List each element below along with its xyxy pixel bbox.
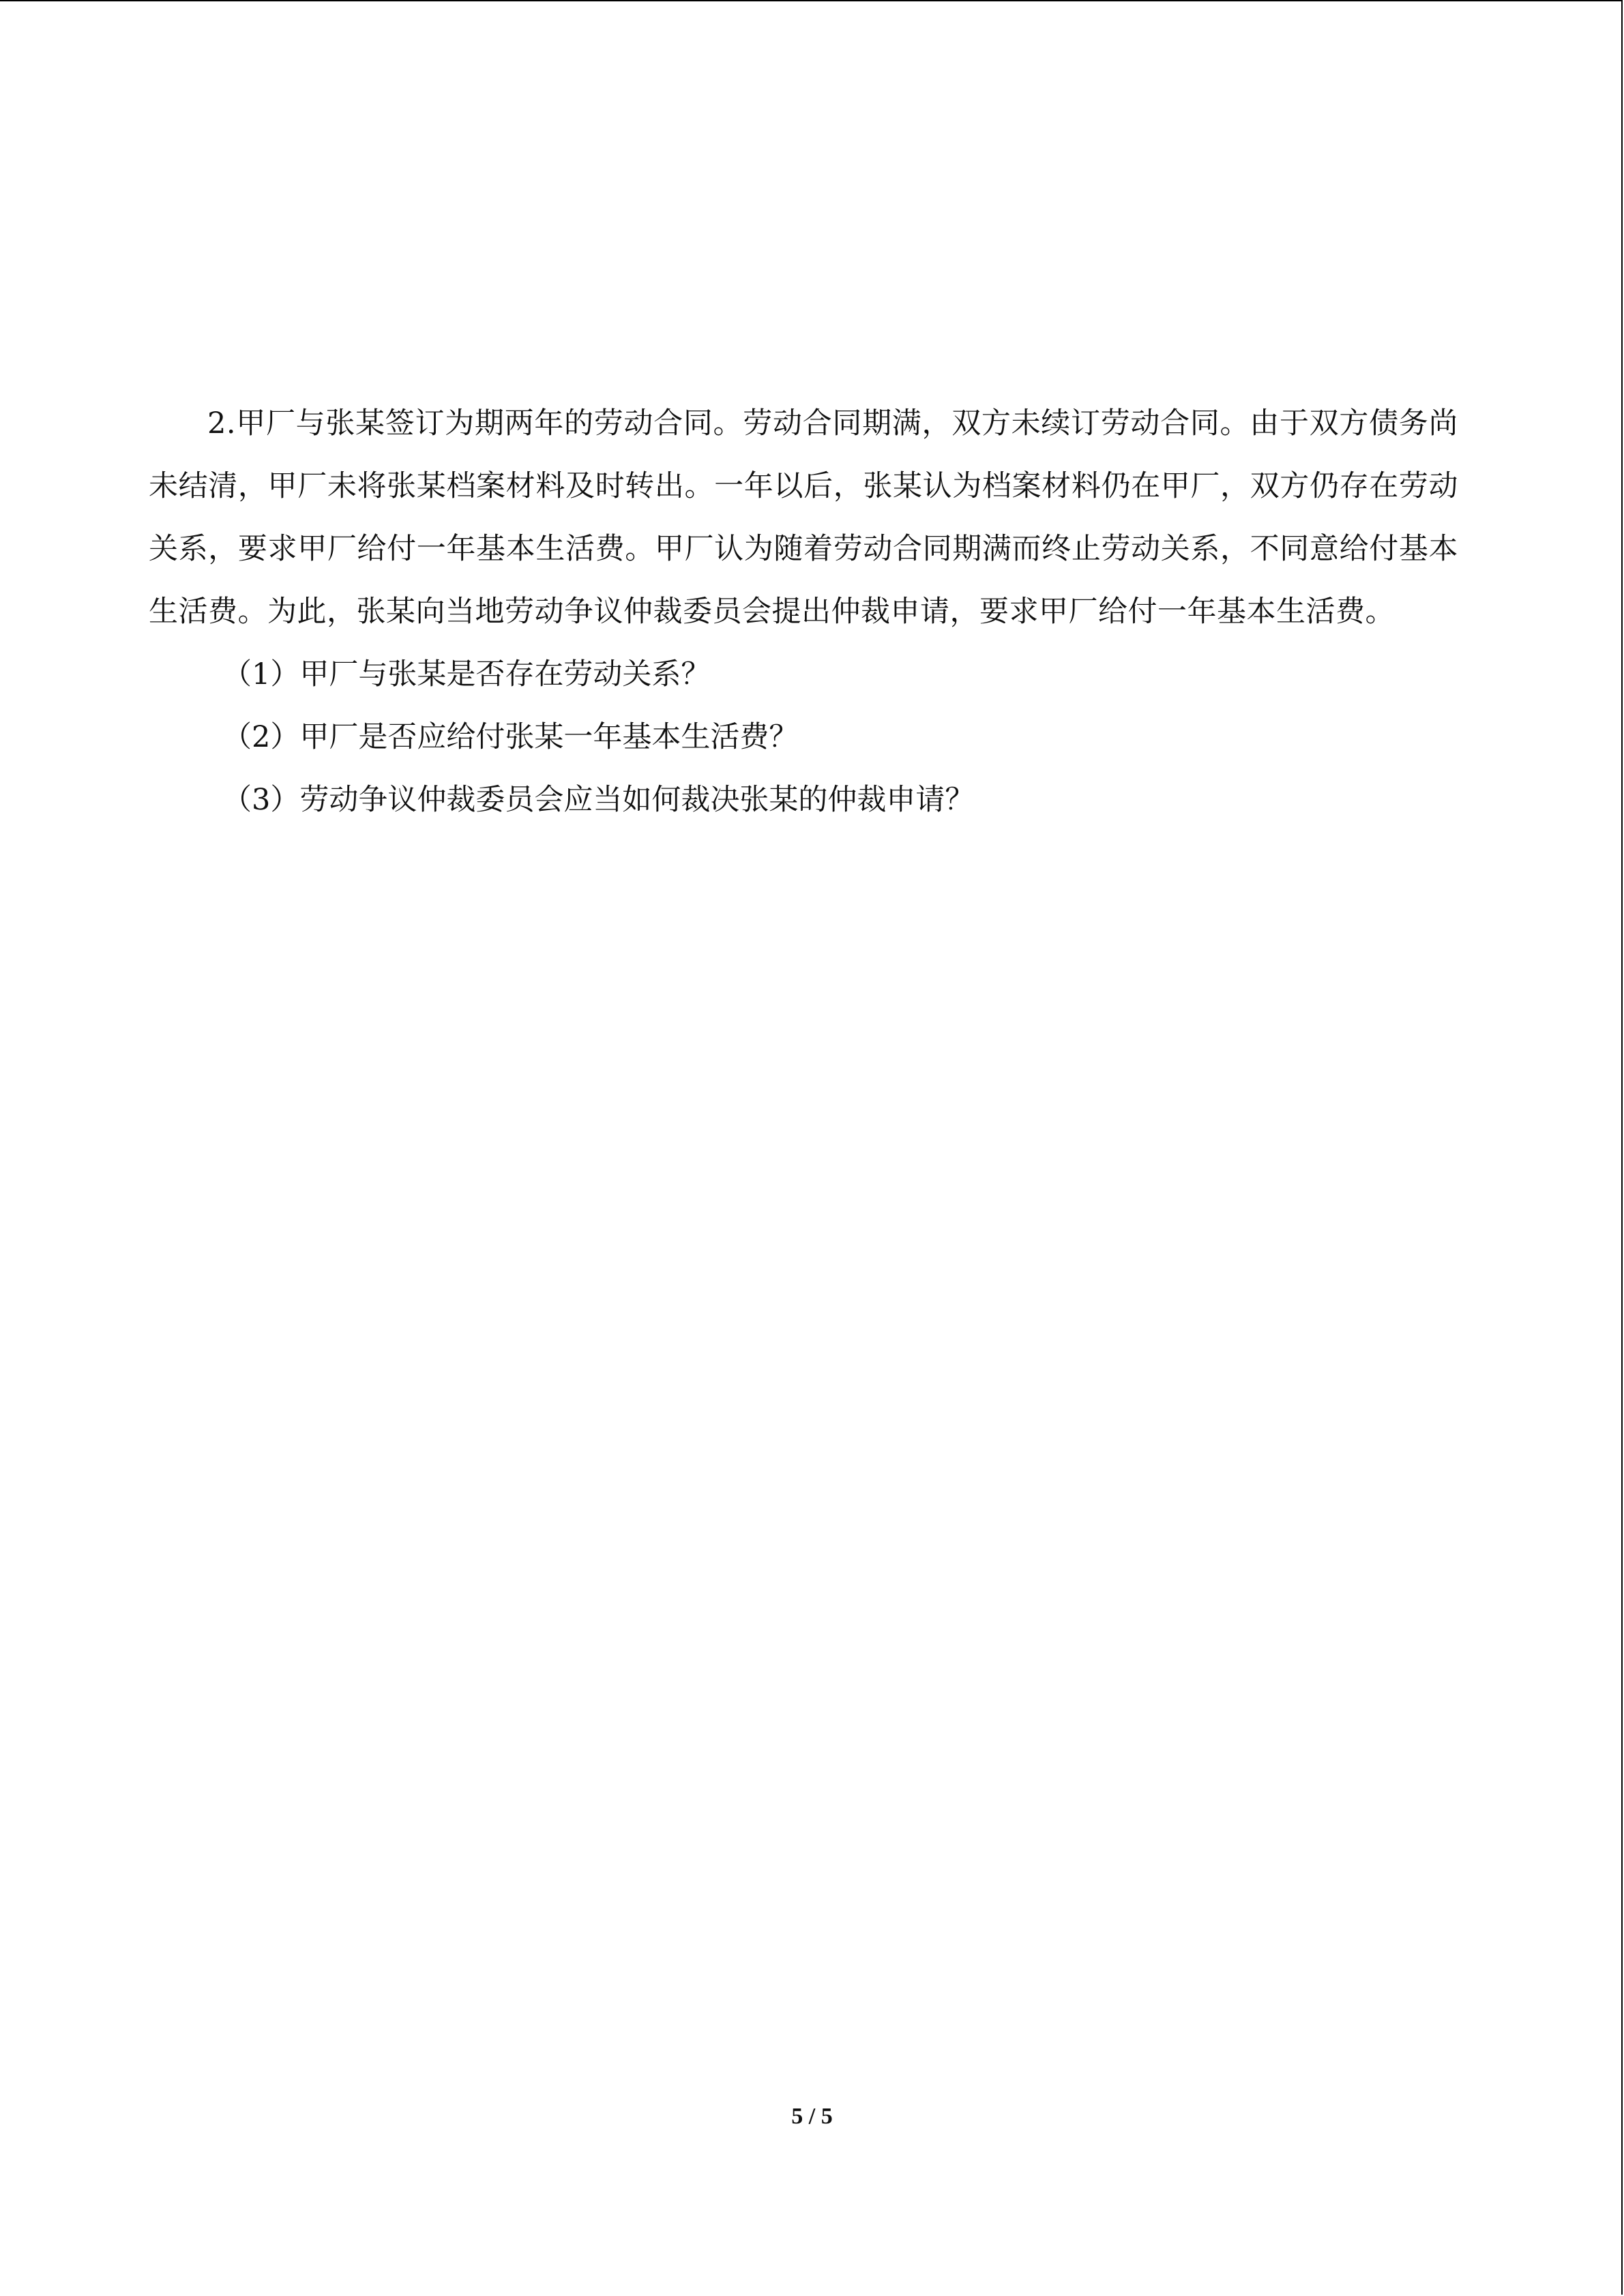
- page-number: 5 / 5: [791, 2104, 833, 2129]
- question-3: （3）劳动争议仲裁委员会应当如何裁决张某的仲裁申请？: [222, 783, 975, 817]
- question-2: （2）甲厂是否应给付张某一年基本生活费？: [222, 720, 799, 754]
- case-paragraph: 2.甲厂与张某签订为期两年的劳动合同。劳动合同期满，双方未续订劳动合同。由于双方债务尚未结清，甲厂未将张某档案材料及时转出。一年以后，张某认为档案材料仍在甲厂，双方仍存在劳动关系，要求甲厂给付一年基本生活费。甲厂认为随着劳动合同期满而终止劳动关系，不同意给付基本生活费。为此，张某向当地劳动争议仲裁委员会提出仲裁申请，要求甲厂给付一年基本生活费。: [149, 406, 1458, 629]
- question-1: （1）甲厂与张某是否存在劳动关系？: [222, 657, 711, 691]
- document-body: [149, 392, 1458, 831]
